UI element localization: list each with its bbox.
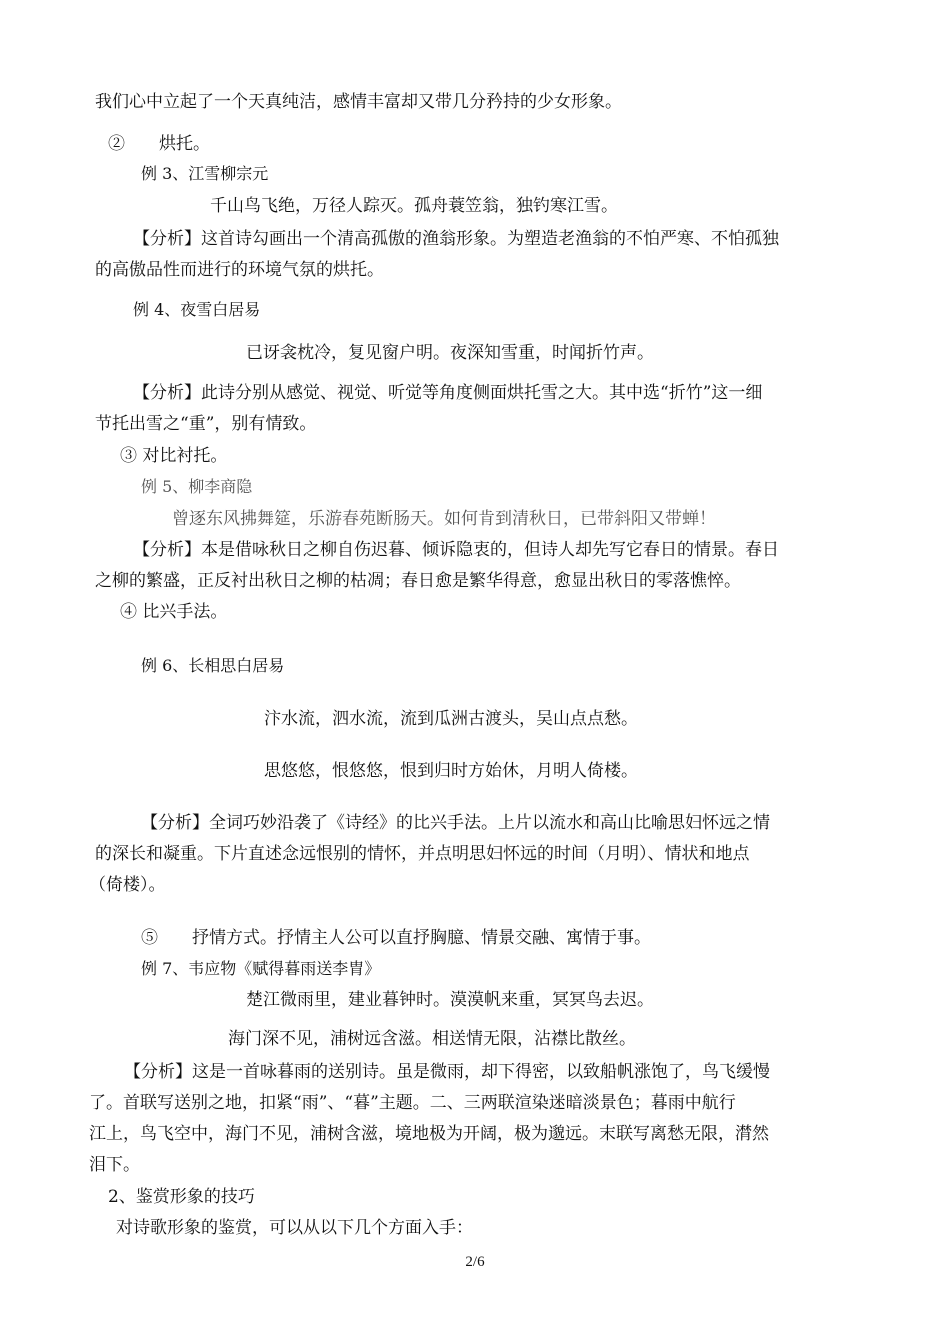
poem-line: 曾逐东风拂舞筵，乐游春苑断肠天。如何肯到清秋日，已带斜阳又带蝉！ [172,509,716,529]
text-line: 之柳的繁盛，正反衬出秋日之柳的枯凋；春日愈是繁华得意，愈显出秋日的零落憔悴。 [95,571,741,591]
section-heading: ③ 对比衬托。 [120,446,228,466]
text-line: （倚楼）。 [89,875,166,895]
analysis-line: 【分析】这首诗勾画出一个清高孤傲的渔翁形象。为塑造老渔翁的不怕严寒、不怕孤独 [133,229,779,249]
text-line: 我们心中立起了一个天真纯洁，感情丰富却又带几分矜持的少女形象。 [95,92,622,112]
analysis-line: 【分析】本是借咏秋日之柳自伤迟暮、倾诉隐衷的，但诗人却先写它春日的情景。春日 [133,540,779,560]
analysis-line: 【分析】此诗分别从感觉、视觉、听觉等角度侧面烘托雪之大。其中选“折竹”这一细 [133,383,763,403]
poem-line: 思悠悠，恨悠悠，恨到归时方始休，月明人倚楼。 [264,761,638,781]
section-heading: ② 烘托。 [108,134,210,154]
text-line: 的深长和凝重。下片直述念远恨别的情怀，并点明思妇怀远的时间（月明）、情状和地点 [95,844,750,864]
example-title: 例 3、江雪柳宗元 [141,164,269,183]
poem-line: 汴水流，泗水流，流到瓜洲古渡头，吴山点点愁。 [264,709,638,729]
example-title: 例 4、夜雪白居易 [133,300,261,319]
poem-line: 楚江微雨里，建业暮钟时。漠漠帆来重，冥冥鸟去迟。 [246,990,654,1010]
analysis-line: 【分析】全词巧妙沿袭了《诗经》的比兴手法。上片以流水和高山比喻思妇怀远之情 [141,813,770,833]
text-line: 泪下。 [89,1155,140,1175]
text-line: 对诗歌形象的鉴赏，可以从以下几个方面入手： [116,1218,473,1238]
analysis-line: 【分析】这是一首咏暮雨的送别诗。虽是微雨，却下得密，以致船帆涨饱了，鸟飞缓慢 [124,1062,770,1082]
section-heading: ④ 比兴手法。 [120,602,228,622]
section-heading: 2、鉴赏形象的技巧 [108,1187,255,1207]
text-line: 的高傲品性而进行的环境气氛的烘托。 [95,260,384,280]
example-title: 例 7、韦应物《赋得暮雨送李胄》 [141,959,381,978]
section-heading: ⑤ 抒情方式。抒情主人公可以直抒胸臆、情景交融、寓情于事。 [141,928,651,948]
text-line: 节托出雪之“重”，别有情致。 [95,414,317,434]
text-line: 江上，鸟飞空中，海门不见，浦树含滋，境地极为开阔，极为邈远。末联写离愁无限，潸然 [89,1124,769,1144]
example-title: 例 5、柳李商隐 [141,477,253,496]
page-number: 2/6 [465,1254,485,1270]
poem-line: 已讶衾枕冷，复见窗户明。夜深知雪重，时闻折竹声。 [246,343,654,363]
poem-line: 海门深不见，浦树远含滋。相送情无限，沾襟比散丝。 [228,1029,636,1049]
text-line: 了。首联写送别之地，扣紧“雨”、“暮”主题。二、三两联渲染迷暗淡景色；暮雨中航行 [89,1093,736,1113]
poem-line: 千山鸟飞绝，万径人踪灭。孤舟蓑笠翁，独钓寒江雪。 [210,196,618,216]
example-title: 例 6、长相思白居易 [141,656,285,675]
